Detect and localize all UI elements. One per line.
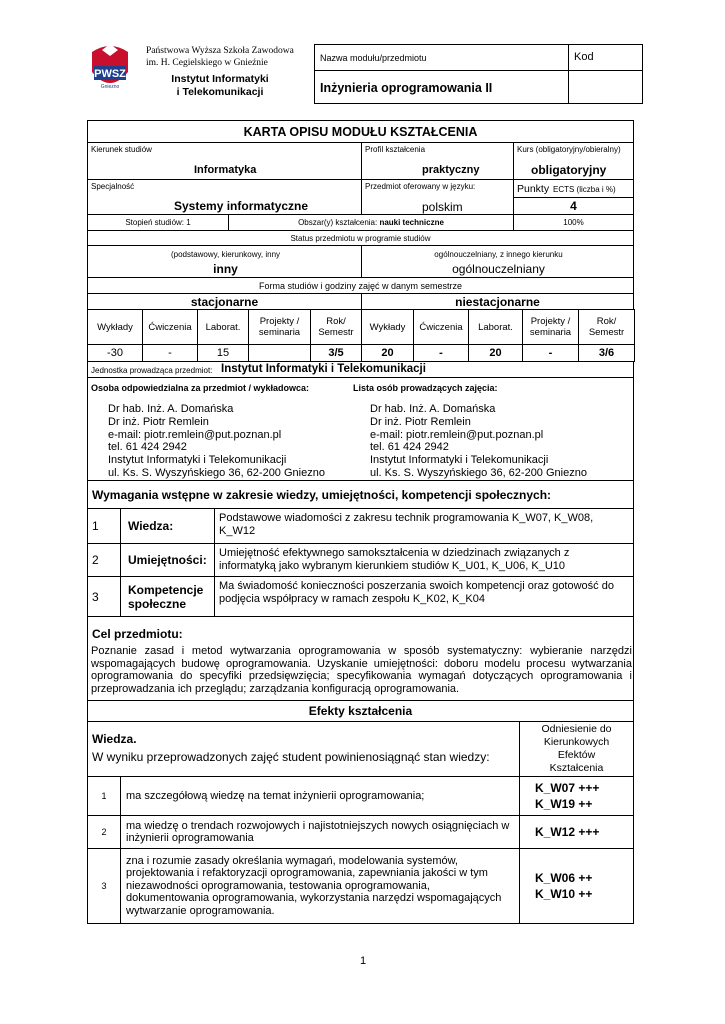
points-label-cell: Punkty ECTS (liczba i %) [513,179,634,198]
person-line: ul. Ks. S. Wyszyńskiego 36, 62-200 Gniezno [108,466,325,479]
field-of-study-value: Informatyka [194,164,257,176]
persons-box: Osoba odpowiedzialna za przedmiot / wykładowca: Lista osób prowadzących zajęcia: Dr hab. Inż. A. Domańska Dr inż. Piotr Remlein e-mail: piotr.remlein@put.poznan.pl tel. 61 424 2942 Instytut Informatyki i Telekomunikacji ul. Ks. S. Wyszyńskiego 36, 62-200 Gniezno Dr hab. Inż. A. Domańska Dr inż. Piotr Remlein e-mail: piotr.remlein@put.poznan.pl tel. 61 424 2942 Instytut Informatyki i Telekomunikacji ul. Ks. S. Wyszyńskiego 36, 62-200 Gniezno [87,377,634,481]
effect-text: ma szczegółową wiedzę na temat inżynierii oprogramowania; [120,776,520,816]
hours-col-header: Ćwiczenia [413,309,469,345]
hours-col-value [248,344,311,362]
effect-reference: K_W06 ++ K_W10 ++ [519,848,634,924]
requirement-text: Umiejętność efektywnego samokształcenia w dziedzinach związanych z informatyką jako wybranym kierunkiem studiów K_U01, K_U06, K_U10 [214,543,634,577]
persons-right-list [370,403,587,480]
code-label-cell: Kod [568,44,643,71]
study-level: Stopień studiów: 1 [87,214,229,231]
hours-col-value: - [413,344,469,362]
effect-text: zna i rozumie zasady określania wymagań, modelowania systemów, projektowania i refaktoryzacji oprogramowania, zapewniania jakości w tym niezawodności oprogramowania, testowania oprogramowania, dokumentowania oprogramowania, wykorzystania narzędzi wspomagających wytwarzanie oprogramowania. [120,848,520,924]
persons-left-list [108,403,325,480]
hours-col-header: Rok/ Semestr [310,309,362,345]
hours-col-header: Laborat. [468,309,523,345]
hours-col-header: Projekty / seminaria [248,309,311,345]
requirement-category: Wiedza: [120,508,215,544]
effects-header: Efekty kształcenia [87,700,634,722]
effect-number: 3 [87,848,121,924]
nonstationary-header: niestacjonarne [361,293,634,310]
person-line: tel. 61 424 2942 [370,441,449,454]
effect-text: ma wiedzę o trendach rozwojowych i najistotniejszych nowych osiągnięciach w inżynierii oprogramowania [120,815,520,849]
module-name-cell [314,70,569,104]
requirement-number: 3 [87,576,121,617]
hours-col-header: Laborat. [197,309,249,345]
effect-reference: K_W12 +++ [519,815,634,849]
knowledge-header-cell: Wiedza. W wyniku przeprowadzonych zajęć student powinienosiągnąć stan wiedzy: [87,721,520,777]
reference-header: Odniesienie do Kierunkowych Efektów Kształcenia [519,721,634,777]
forms-header: Forma studiów i godziny zajęć w danym semestrze [87,277,634,294]
hours-col-value: 3/5 [310,344,362,362]
field-of-study-cell: Kierunek studiów Informatyka [87,142,362,180]
status-left-cell: (podstawowy, kierunkowy, inny inny [87,245,362,278]
profile-cell: Profil kształcenia praktyczny [361,142,514,180]
logo-subtext: Gniezno [100,84,120,90]
specialty-cell: Specjalność Systemy informatyczne [87,179,362,215]
person-line: Dr hab. Inż. A. Domańska [370,403,496,415]
person-line: e-mail: piotr.remlein@put.poznan.pl [108,428,282,441]
course-type-cell: Kurs (obligatoryjny/obieralny) obligatoryjny [513,142,634,180]
person-line: tel. 61 424 2942 [108,441,187,454]
effect-number: 2 [87,815,121,849]
school-name: Państwowa Wyższa Szkoła Zawodowa im. H. Cegielskiego w Gnieźnie [146,46,294,68]
code-value-cell [568,70,643,104]
status-right-cell: ogólnouczelniany, z innego kierunku ogólnouczelniany [361,245,634,278]
page-number: 1 [359,955,367,967]
person-line: Dr hab. Inż. A. Domańska [108,403,234,415]
hours-col-value: 3/6 [578,344,635,362]
module-name-label-cell: Nazwa modułu/przedmiotu [314,44,569,71]
requirement-text: Ma świadomość konieczności poszerzania swoich kompetencji oraz gotowość do podjęcia współpracy w ramach zespołu K_K02, K_K04 [214,576,634,617]
hours-col-value: - [522,344,579,362]
person-line: Dr inż. Piotr Remlein [108,415,209,428]
requirements-header: Wymagania wstępne w zakresie wiedzy, umiejętności, kompetencji społecznych: [87,480,634,509]
person-line: ul. Ks. S. Wyszyńskiego 36, 62-200 Gniezno [370,466,587,479]
hours-col-header: Rok/ Semestr [578,309,635,345]
hours-col-value: - [142,344,198,362]
person-line: e-mail: piotr.remlein@put.poznan.pl [370,428,544,441]
hours-col-header: Projekty / seminaria [522,309,579,345]
person-line: Instytut Informatyki i Telekomunikacji [370,454,549,467]
points-value: 4 [513,197,634,215]
institute-name: Instytut Informatyki i Telekomunikacji [171,73,269,98]
goal-text: Poznanie zasad i metod wytwarzania oprogramowania w sposób systematyczny: wybieranie narzędzi wspomagających budowę oprogramowania. Uzyskanie umiejętności: doboru modelu procesu wytwarzania oprogramowania do specyfiki przedsięwzięcia; specyfikowania wymagań dotyczących oprogramowania i przeprowadzania ich przeglądu; zarządzania konfiguracją oprogramowania. [91,645,632,695]
percent: 100% [513,214,634,231]
requirement-number: 1 [87,508,121,544]
person-line: Instytut Informatyki i Telekomunikacji [108,454,287,467]
requirement-number: 2 [87,543,121,577]
school-logo [88,42,132,94]
unit-value: Instytut Informatyki i Telekomunikacji [221,363,426,375]
hours-col-header: Wykłady [361,309,414,345]
module-name: Inżynieria oprogramowania II [320,81,493,95]
requirement-text: Podstawowe wiadomości z zakresu technik programowania K_W07, K_W08, K_W12 [214,508,634,544]
effect-reference: K_W07 +++ K_W19 ++ [519,776,634,816]
goal-box: Cel przedmiotu: Poznanie zasad i metod wytwarzania oprogramowania w sposób systematyczny: wybieranie narzędzi wspomagających budowę oprogramowania. Uzyskanie umiejętności: doboru modelu procesu wytwarzania oprogramowania do specyfiki przedsięwzięcia; specyfikowania wymagań dotyczących oprogramowania i przeprowadzania ich przeglądu; zarządzania konfiguracją oprogramowania. [87,616,634,701]
education-area: Obszar(y) kształcenia: nauki techniczne [228,214,514,231]
effect-number: 1 [87,776,121,816]
hours-col-value: -30 [87,344,143,362]
status-header: Status przedmiotu w programie studiów [87,230,634,246]
hours-col-value: 20 [468,344,523,362]
stationary-header: stacjonarne [87,293,362,310]
unit-row: Jednostka prowadząca przedmiot: Instytut Informatyki i Telekomunikacji [87,361,634,378]
hours-col-value: 20 [361,344,414,362]
logo-text: PWSZ [94,68,126,80]
language-cell: Przedmiot oferowany w języku: polskim [361,179,514,215]
hours-col-value: 15 [197,344,249,362]
hours-col-header: Wykłady [87,309,143,345]
requirement-category: Kompetencje społeczne [120,576,215,617]
requirement-category: Umiejętności: [120,543,215,577]
card-title: KARTA OPISU MODUŁU KSZTAŁCENIA [87,120,634,143]
hours-col-header: Ćwiczenia [142,309,198,345]
person-line: Dr inż. Piotr Remlein [370,415,471,428]
